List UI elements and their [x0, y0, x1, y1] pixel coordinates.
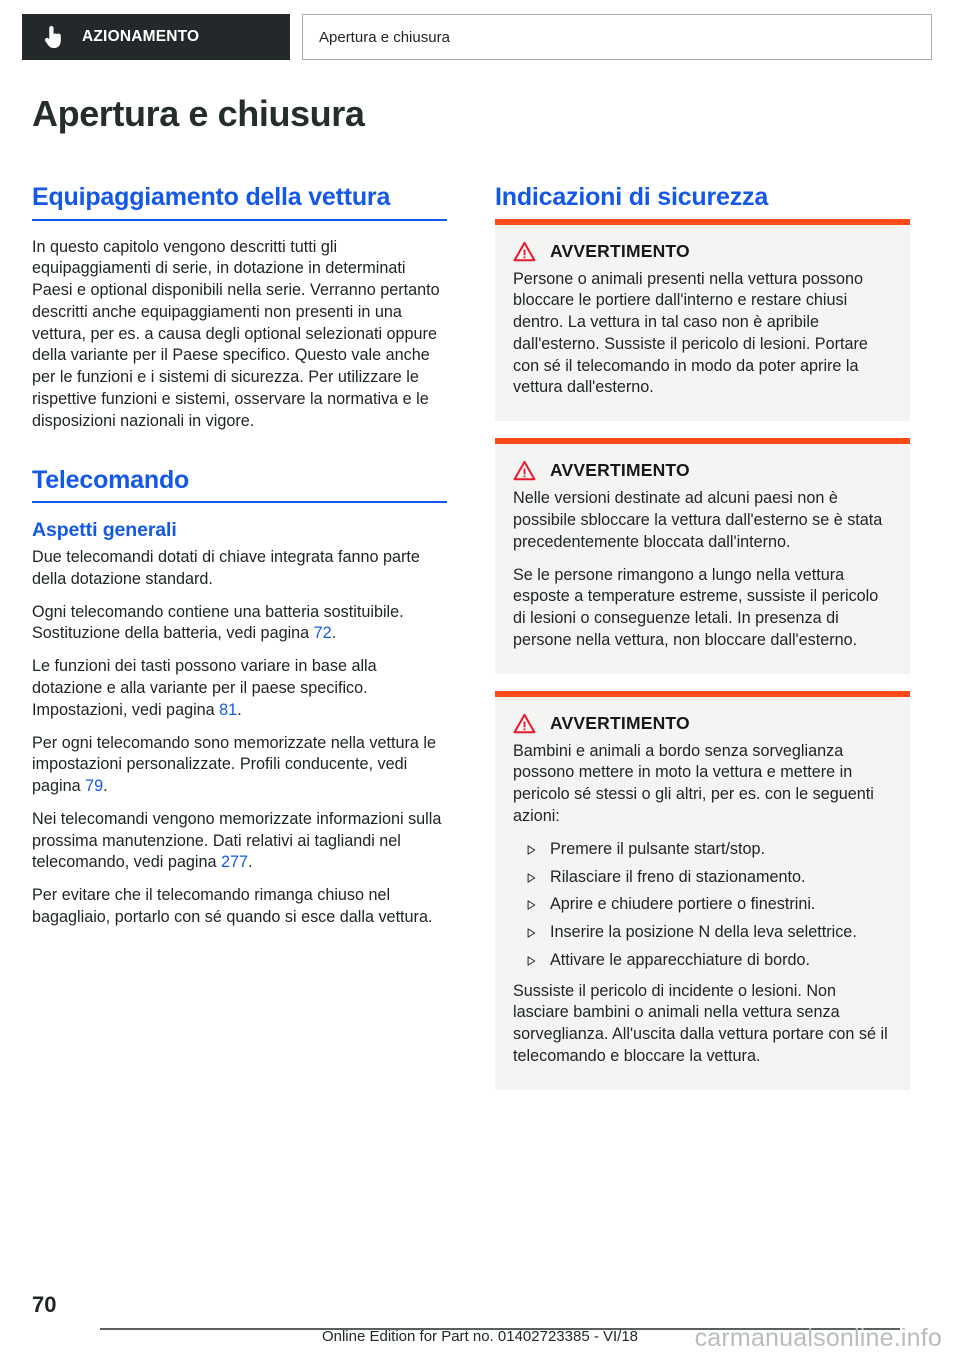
list-item — [513, 894, 892, 916]
warning-paragraph: Sussiste il pericolo di incidente o lesioni. Non lasciare bambini o animali nella vettura senza sorveglianza. All'uscita dalla vettura portare con sé il telecomando e bloccare la vettura. — [513, 981, 888, 1066]
warning-triangle-icon — [513, 241, 536, 262]
warning-bullet-list — [513, 839, 892, 972]
warning-paragraph: Se le persone rimangono a lungo nella vettura esposte a temperature estreme, sussiste il pericolo di lesioni o conseguenze letali. In presenza di persone nella vettura, non bloccare dall'esterno. — [513, 565, 879, 649]
warning-title: AVVERTIMENTO — [550, 240, 690, 261]
left-column — [32, 183, 447, 1090]
bullet-triangle-icon — [527, 873, 536, 883]
warning-box — [495, 438, 910, 673]
page-title: Apertura e chiusura — [32, 93, 365, 134]
page-header — [22, 14, 932, 60]
watermark: carmanualsonline.info — [694, 1324, 942, 1352]
page-reference-link[interactable]: 81 — [219, 700, 238, 719]
warning-title: AVVERTIMENTO — [550, 460, 690, 481]
list-item — [513, 922, 892, 944]
chapter-label: AZIONAMENTO — [82, 28, 200, 45]
list-item-label: Attivare le apparecchiature di bordo. — [550, 950, 811, 969]
section-divider — [32, 219, 447, 221]
bullet-triangle-icon — [527, 928, 536, 938]
intro-paragraph: In questo capitolo vengono descritti tutti gli equipaggiamenti di serie, in dotazione in determinati Paesi e optional disponibili nella serie. Verranno pertanto descritti anche equipaggiamenti non presenti in una vettura, per es. a causa degli optional selezionati oppure della variante per il Paese specifico. Questo vale anche per le funzioni e i sistemi di sicurezza. Per utilizzare le rispettive funzioni e sistemi, osservare la normativa e le disposizioni nazionali in vigore. — [32, 237, 440, 430]
page-reference-link[interactable]: 277 — [221, 853, 249, 872]
telecomando-paragraph-list — [32, 547, 447, 929]
warning-header — [513, 713, 892, 734]
warning-title: AVVERTIMENTO — [550, 712, 690, 733]
list-item-label: Premere il pulsante start/stop. — [550, 839, 766, 858]
breadcrumb[interactable] — [302, 14, 932, 60]
bullet-triangle-icon — [527, 900, 536, 910]
warning-box — [495, 219, 910, 422]
footer-edition-text: Online Edition for Part no. 01402723385 - VI/18 — [321, 1328, 639, 1345]
warning-header — [513, 460, 892, 481]
bullet-triangle-icon — [527, 956, 536, 966]
page-number: 70 — [32, 1292, 57, 1317]
list-item-label: Aprire e chiudere portiere o finestrini. — [550, 895, 816, 914]
telecomando-paragraph: Due telecomandi dotati di chiave integrata fanno parte della dotazione standard. — [32, 548, 420, 588]
warning-paragraph: Nelle versioni destinate ad alcuni paesi non è possibile sbloccare la vettura dall'esterno se è stata precedentemente bloccata dall'interno. — [513, 489, 883, 551]
spacer — [32, 444, 447, 466]
warning-triangle-icon — [513, 460, 536, 481]
page-footer — [0, 1284, 960, 1362]
list-item-label: Rilasciare il freno di stazionamento. — [550, 867, 806, 886]
section-title-equipaggiamento: Equipaggiamento della vettura — [32, 183, 391, 211]
telecomando-paragraph: Per evitare che il telecomando rimanga chiuso nel bagagliaio, portarlo con sé quando si esce dalla vettura. — [32, 886, 433, 926]
section-title-telecomando: Telecomando — [32, 465, 190, 494]
section-title-indicazioni-sicurezza: Indicazioni di sicurezza — [495, 183, 769, 211]
section-divider — [32, 501, 447, 503]
telecomando-paragraph: Per ogni telecomando sono memorizzate nella vettura le impostazioni personalizzate. Profili conducente, vedi pagina 79. — [32, 733, 437, 796]
list-item — [513, 867, 892, 889]
warning-box — [495, 691, 910, 1090]
bullet-triangle-icon — [527, 845, 536, 855]
page-reference-link[interactable]: 79 — [85, 777, 104, 796]
breadcrumb-text: Apertura e chiusura — [319, 28, 450, 46]
list-item — [513, 950, 892, 972]
chapter-tab[interactable] — [22, 14, 290, 60]
list-item-label: Inserire la posizione N della leva selettrice. — [550, 923, 857, 942]
telecomando-paragraph: Le funzioni dei tasti possono variare in base alla dotazione e alla variante per il paese specifico. Impostazioni, vedi pagina 81. — [32, 657, 377, 719]
page-reference-link[interactable]: 72 — [313, 624, 332, 643]
right-column — [495, 183, 910, 1090]
subsection-title-aspetti-generali: Aspetti generali — [32, 519, 177, 542]
warning-triangle-icon — [513, 713, 536, 734]
warning-header — [513, 241, 892, 262]
telecomando-paragraph: Nei telecomandi vengono memorizzate informazioni sulla prossima manutenzione. Dati relativi ai tagliandi nel telecomando, vedi pagina 277. — [32, 809, 442, 872]
warning-box-list — [495, 219, 910, 1090]
pointing-hand-icon — [44, 25, 64, 49]
content-columns — [32, 183, 928, 1090]
list-item — [513, 839, 892, 861]
warning-paragraph: Bambini e animali a bordo senza sorveglianza possono mettere in moto la vettura e mettere in pericolo sé stessi o gli altri, per es. con le seguenti azioni: — [513, 741, 874, 825]
warning-paragraph: Persone o animali presenti nella vettura possono bloccare le portiere dall'interno e restare chiusi dentro. La vettura in tal caso non è apribile dall'esterno. Sussiste il pericolo di lesioni. Portare con sé il telecomando in modo da poter aprire la vettura dall'esterno. — [513, 269, 868, 397]
telecomando-paragraph: Ogni telecomando contiene una batteria sostituibile. Sostituzione della batteria, vedi pagina 72. — [32, 602, 404, 643]
